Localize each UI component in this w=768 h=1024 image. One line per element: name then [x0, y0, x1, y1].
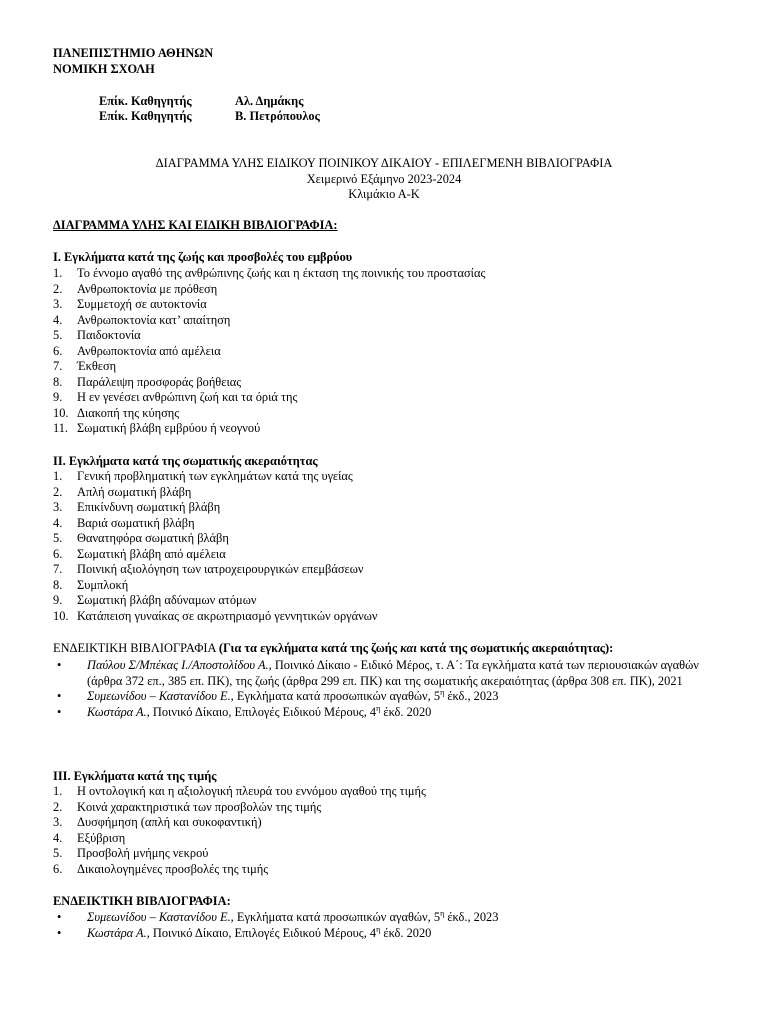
bibliography-heading-scope-end: κατά της σωματικής ακεραιότητας):	[416, 641, 614, 655]
semester: Χειμερινό Εξάμηνο 2023-2024	[306, 172, 462, 186]
item-text: Συμπλοκή	[77, 577, 129, 592]
list-item	[53, 578, 723, 594]
item-number: 6.	[53, 546, 63, 561]
item-text: Προσβολή μνήμης νεκρού	[77, 846, 209, 860]
item-number: 6.	[53, 861, 63, 876]
list-item	[53, 390, 723, 406]
item-number: 9.	[53, 593, 63, 607]
document-title: ΔΙΑΓΡΑΜΜΑ ΥΛΗΣ ΕΙΔΙΚΟΥ ΠΟΙΝΙΚΟΥ ΔΙΚΑΙΟΥ - ΕΠΙΛΕΓΜΕΝΗ ΒΙΒΛΙΟΓΡΑΦΙΑ	[155, 156, 613, 170]
item-text: Ανθρωποκτονία με πρόθεση	[77, 281, 218, 296]
bibliography-heading-label: ΕΝΔΕΙΚΤΙΚΗ ΒΙΒΛΙΟΓΡΑΦΙΑ	[53, 641, 219, 655]
professor-name: Αλ. Δημάκης	[235, 94, 304, 108]
item-text: Εξύβριση	[77, 830, 126, 845]
list-item	[53, 815, 723, 831]
student-group: Κλιμάκιο Α-Κ	[348, 187, 420, 201]
item-text: Παιδοκτονία	[77, 328, 141, 342]
list-item	[53, 469, 723, 485]
item-number: 5.	[53, 531, 63, 545]
bib-text: Ποινικό Δίκαιο - Ειδικό Μέρος, τ. Α΄: Τα εγκλήματα κατά των περιουσιακών αγαθών (άρθρα 372 επ., 385 επ. ΠΚ), της ζωής (άρθρα 299 επ. ΠΚ) και της σωματικής ακεραιότητας (άρθρα 308 επ. ΠΚ), 2021	[87, 658, 699, 688]
list-item	[53, 831, 723, 847]
item-number: 9.	[53, 390, 63, 404]
item-number: 6.	[53, 343, 63, 358]
item-text: Το έννομο αγαθό της ανθρώπινης ζωής και η έκταση της ποινικής του προστασίας	[77, 266, 486, 280]
bib-text: Εγκλήματα κατά προσωπικών αγαθών, 5	[233, 689, 441, 703]
list-item	[53, 406, 723, 422]
item-text: Δυσφήμηση (απλή και συκοφαντική)	[77, 815, 262, 829]
item-text: Ανθρωποκτονία από αμέλεια	[77, 343, 221, 358]
bullet-icon: •	[57, 910, 62, 924]
item-text: Έκθεση	[77, 359, 117, 373]
section-heading: ΔΙΑΓΡΑΜΜΑ ΥΛΗΣ ΚΑΙ ΕΙΔΙΚΗ ΒΙΒΛΙΟΓΡΑΦΙΑ:	[53, 218, 338, 232]
bib-edition-sup: η	[376, 703, 381, 713]
item-number: 7.	[53, 359, 63, 373]
bibliography-entry	[53, 926, 718, 942]
item-text: Παράλειψη προσφοράς βοήθειας	[77, 374, 242, 389]
bibliography-list	[53, 910, 718, 941]
professor-title: Επίκ. Καθηγητής	[99, 109, 192, 123]
bib-text-tail: έκδ., 2023	[444, 689, 499, 703]
item-text: Κατάπειση γυναίκας σε ακρωτηριασμό γεννητικών οργάνων	[77, 608, 378, 623]
bib-text-tail: έκδ., 2023	[444, 910, 499, 924]
bibliography-entry	[53, 658, 718, 689]
bib-author: Κωστάρα Α.,	[87, 704, 150, 719]
list-item	[53, 846, 723, 862]
item-number: 2.	[53, 484, 63, 499]
bibliography-heading-emphasis: και	[400, 641, 417, 655]
item-number: 5.	[53, 846, 63, 860]
part3-heading: ΙΙΙ. Εγκλήματα κατά της τιμής	[53, 769, 217, 783]
item-number: 4.	[53, 515, 63, 530]
bib-author: Παύλου Σ/Μπέκας Ι./Αποστολίδου Α.,	[87, 658, 272, 672]
bibliography-entry	[53, 910, 718, 926]
item-text: Συμμετοχή σε αυτοκτονία	[77, 297, 207, 311]
item-number: 2.	[53, 281, 63, 296]
list-item	[53, 282, 723, 298]
bibliography-entry	[53, 705, 718, 721]
part3-list	[53, 784, 723, 877]
bib-author: Συμεωνίδου – Καστανίδου Ε.,	[87, 689, 234, 703]
bibliography-heading	[53, 641, 613, 657]
item-text: Επικίνδυνη σωματική βλάβη	[77, 500, 221, 514]
item-number: 3.	[53, 297, 63, 311]
list-item	[53, 266, 723, 282]
bibliography-list	[53, 658, 718, 720]
item-number: 7.	[53, 562, 63, 576]
bullet-icon: •	[57, 704, 62, 719]
bib-text: Ποινικό Δίκαιο, Επιλογές Ειδικού Μέρους, 4	[149, 925, 377, 940]
list-item	[53, 800, 723, 816]
item-text: Δικαιολογημένες προσβολές της τιμής	[77, 861, 269, 876]
item-text: Κοινά χαρακτηριστικά των προσβολών της τιμής	[77, 799, 322, 814]
item-text: Γενική προβληματική των εγκλημάτων κατά της υγείας	[77, 469, 353, 483]
list-item	[53, 421, 723, 437]
item-number: 3.	[53, 815, 63, 829]
professor-title: Επίκ. Καθηγητής	[99, 94, 192, 108]
item-number: 2.	[53, 799, 63, 814]
item-number: 10.	[53, 608, 69, 623]
item-text: Βαριά σωματική βλάβη	[77, 515, 195, 530]
bib-edition-sup: η	[376, 924, 381, 934]
list-item	[53, 531, 723, 547]
list-item	[53, 562, 723, 578]
list-item	[53, 547, 723, 563]
bullet-icon: •	[57, 658, 62, 672]
professor-name: Β. Πετρόπουλος	[235, 109, 320, 123]
bib-edition-sup: η	[440, 908, 445, 918]
list-item	[53, 593, 723, 609]
bib-text-tail: έκδ. 2020	[380, 704, 432, 719]
list-item	[53, 313, 723, 329]
item-text: Σωματική βλάβη από αμέλεια	[77, 546, 226, 561]
item-number: 3.	[53, 500, 63, 514]
item-number: 8.	[53, 374, 63, 389]
item-text: Ανθρωποκτονία κατ’ απαίτηση	[77, 312, 231, 327]
item-text: Η εν γενέσει ανθρώπινη ζωή και τα όριά της	[77, 390, 298, 404]
item-number: 11.	[53, 421, 69, 435]
list-item	[53, 862, 723, 878]
part2-list	[53, 469, 723, 624]
school-name: ΝΟΜΙΚΗ ΣΧΟΛΗ	[53, 62, 155, 76]
part1-list	[53, 266, 723, 437]
item-number: 5.	[53, 328, 63, 342]
bib-author: Συμεωνίδου – Καστανίδου Ε.,	[87, 910, 234, 924]
bib-edition-sup: η	[440, 687, 445, 697]
item-text: Διακοπή της κύησης	[77, 405, 180, 420]
item-number: 1.	[53, 266, 63, 280]
item-text: Θανατηφόρα σωματική βλάβη	[77, 531, 229, 545]
bibliography-heading: ΕΝΔΕΙΚΤΙΚΗ ΒΙΒΛΙΟΓΡΑΦΙΑ:	[53, 894, 231, 908]
item-text: Ποινική αξιολόγηση των ιατροχειρουργικών επεμβάσεων	[77, 562, 364, 576]
bib-text-tail: έκδ. 2020	[380, 925, 432, 940]
bib-author: Κωστάρα Α.,	[87, 925, 150, 940]
part1-heading: Ι. Εγκλήματα κατά της ζωής και προσβολές του εμβρύου	[53, 250, 353, 264]
item-number: 8.	[53, 577, 63, 592]
list-item	[53, 485, 723, 501]
list-item	[53, 516, 723, 532]
university-name: ΠΑΝΕΠΙΣΤΗΜΙΟ ΑΘΗΝΩΝ	[53, 46, 214, 60]
list-item	[53, 328, 723, 344]
bullet-icon: •	[57, 925, 62, 940]
item-number: 1.	[53, 469, 63, 483]
part2-heading: ΙΙ. Εγκλήματα κατά της σωματικής ακεραιότητας	[53, 454, 318, 468]
item-text: Σωματική βλάβη εμβρύου ή νεογνού	[77, 421, 261, 435]
item-text: Η οντολογική και η αξιολογική πλευρά του εννόμου αγαθού της τιμής	[77, 784, 426, 798]
bib-text: Ποινικό Δίκαιο, Επιλογές Ειδικού Μέρους, 4	[149, 704, 377, 719]
list-item	[53, 609, 723, 625]
item-text: Σωματική βλάβη αδύναμων ατόμων	[77, 593, 257, 607]
list-item	[53, 375, 723, 391]
list-item	[53, 500, 723, 516]
item-number: 1.	[53, 784, 63, 798]
list-item	[53, 784, 723, 800]
list-item	[53, 359, 723, 375]
item-number: 10.	[53, 405, 69, 420]
item-text: Απλή σωματική βλάβη	[77, 484, 192, 499]
bib-text: Εγκλήματα κατά προσωπικών αγαθών, 5	[233, 910, 441, 924]
item-number: 4.	[53, 312, 63, 327]
list-item	[53, 344, 723, 360]
bibliography-heading-scope: (Για τα εγκλήματα κατά της ζωής	[218, 641, 401, 655]
item-number: 4.	[53, 830, 63, 845]
bibliography-entry	[53, 689, 718, 705]
bullet-icon: •	[57, 689, 62, 703]
list-item	[53, 297, 723, 313]
